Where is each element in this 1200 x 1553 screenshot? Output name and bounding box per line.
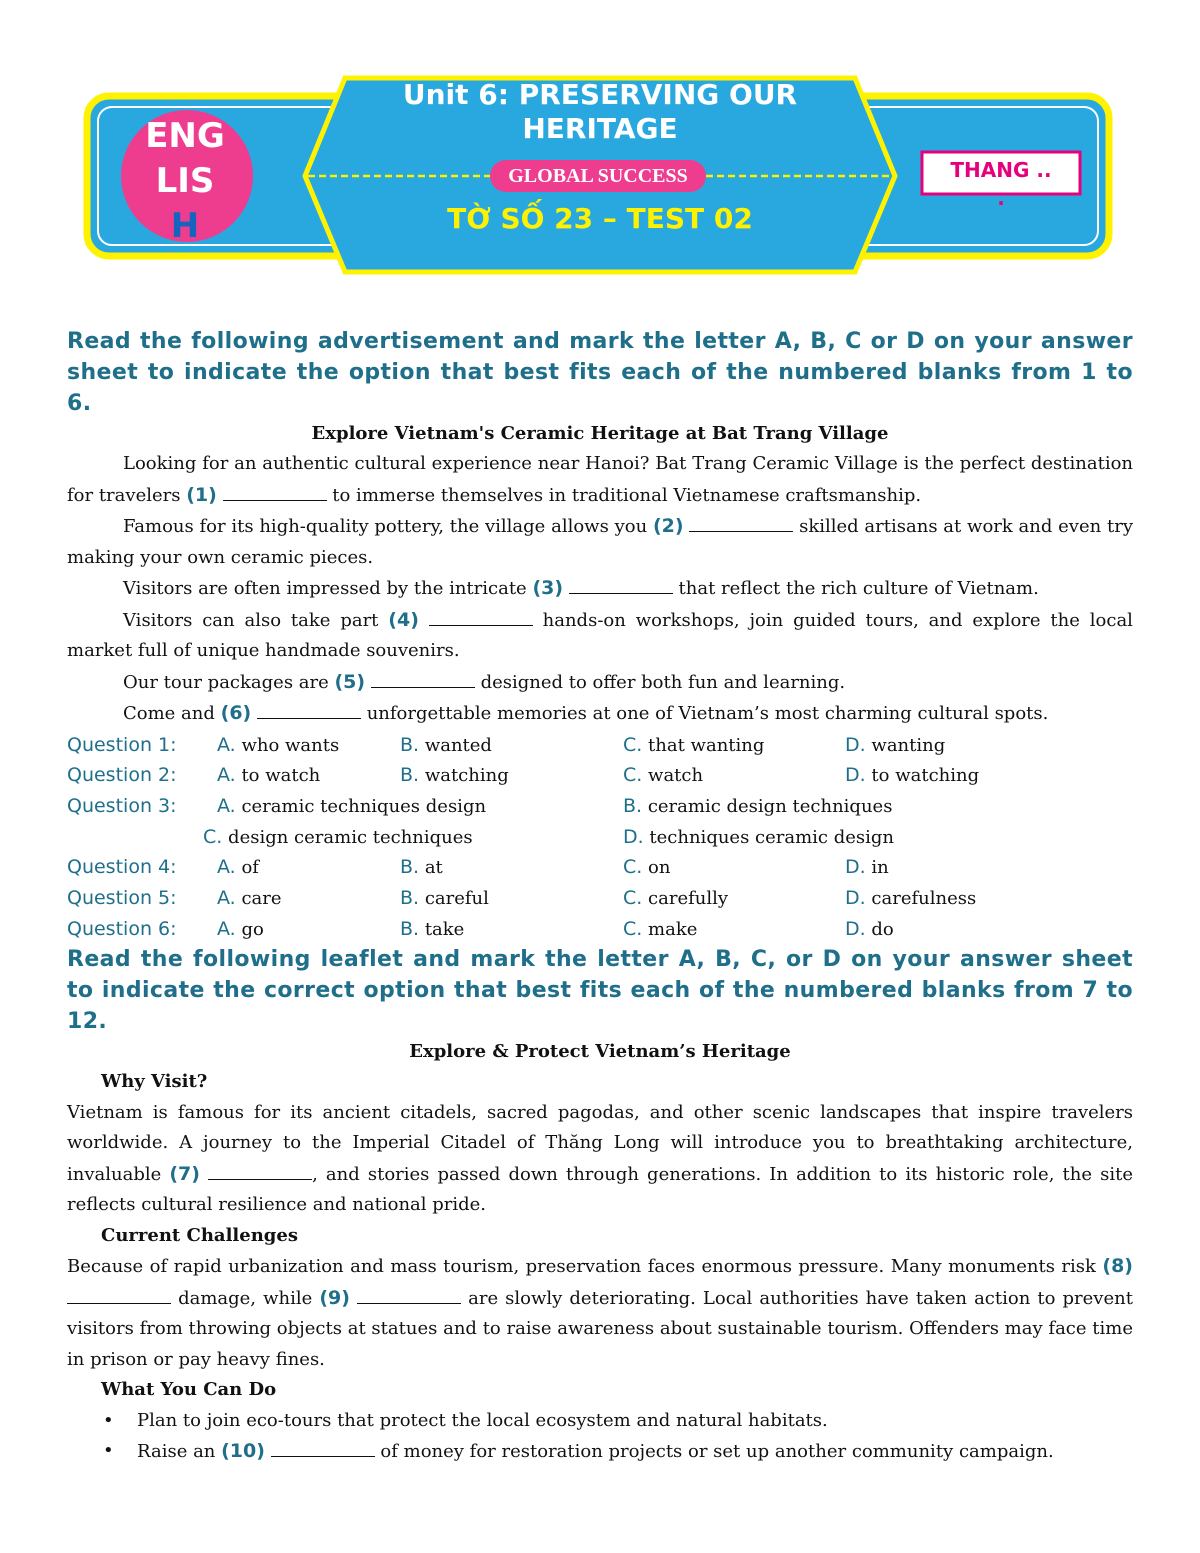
- english-logo: [130, 114, 240, 249]
- bullet-item-2: [67, 1436, 1133, 1468]
- blank-number-2: (2): [652, 515, 684, 537]
- question-row: [67, 760, 1133, 791]
- question-label: Question 2:: [67, 764, 177, 787]
- option-letter: B.: [400, 856, 420, 879]
- blank-9: [357, 1285, 461, 1304]
- option-letter: D.: [845, 733, 866, 756]
- blank-number-3: (3): [532, 577, 564, 599]
- option-d[interactable]: to watching: [871, 765, 980, 787]
- question-row: [67, 852, 1133, 883]
- ad-p5-text-a: Our tour packages are: [123, 671, 329, 693]
- option-letter: C.: [203, 825, 223, 848]
- option-b[interactable]: watching: [424, 765, 509, 787]
- option-c[interactable]: design ceramic techniques: [228, 826, 473, 848]
- challenges-text-a: Because of rapid urbanization and mass tourism, preservation faces enormous pressure. Many monuments risk: [67, 1256, 1096, 1278]
- blank-number-8: (8): [1102, 1255, 1133, 1278]
- bullet-dot: •: [103, 1440, 114, 1462]
- unit-title: [360, 78, 840, 146]
- option-c[interactable]: watch: [648, 765, 704, 787]
- month-label-line1: THANG ..: [950, 158, 1052, 182]
- blank-2: [689, 513, 793, 532]
- question-label: Question 4:: [67, 856, 177, 879]
- option-a[interactable]: to watch: [241, 765, 321, 787]
- ad-p2-text-a: Famous for its high-quality pottery, the village allows you: [123, 516, 648, 537]
- option-letter: B.: [400, 733, 420, 756]
- month-label: [927, 156, 1075, 212]
- option-letter: A.: [217, 764, 236, 787]
- option-a[interactable]: of: [241, 857, 259, 879]
- ad-p1-text-a: Looking for an authentic cultural experience near Hanoi? Bat Trang Ceramic Village is the perfect destination for travelers: [67, 453, 1133, 506]
- option-letter: B.: [400, 764, 420, 787]
- question-label: Question 3:: [67, 794, 177, 817]
- ad-p6-text-b: unforgettable memories at one of Vietnam’s most charming cultural spots.: [366, 703, 1049, 724]
- option-d[interactable]: wanting: [871, 734, 946, 756]
- question-label: Question 6:: [67, 917, 177, 940]
- option-b[interactable]: take: [424, 918, 465, 940]
- option-letter: A.: [217, 917, 236, 940]
- option-c[interactable]: make: [648, 918, 698, 940]
- option-d[interactable]: carefulness: [871, 887, 977, 909]
- option-letter: D.: [845, 856, 866, 879]
- option-letter: C.: [623, 917, 643, 940]
- ad-p3-text-b: that reflect the rich culture of Vietnam.: [678, 578, 1039, 599]
- blank-5: [371, 669, 475, 688]
- what-you-can-do-heading: What You Can Do: [101, 1379, 277, 1401]
- blank-number-6: (6): [220, 702, 252, 724]
- option-d[interactable]: in: [871, 857, 889, 879]
- ad-paragraph-2: [67, 511, 1133, 573]
- option-letter: C.: [623, 886, 643, 909]
- option-letter: D.: [845, 886, 866, 909]
- question-row: [67, 730, 1133, 761]
- ad-p4-text-a: Visitors can also take part: [123, 609, 379, 631]
- option-c[interactable]: on: [648, 857, 671, 879]
- global-success-badge: GLOBAL SUCCESS: [490, 160, 706, 192]
- option-letter: C.: [623, 856, 643, 879]
- option-c[interactable]: carefully: [648, 887, 729, 909]
- option-letter: C.: [623, 733, 643, 756]
- why-text-b: , and stories passed down through generations. In addition to its historic role, the site reflects cultural resilience and national pride.: [67, 1163, 1133, 1216]
- why-visit-paragraph: [67, 1098, 1133, 1221]
- challenges-heading: Current Challenges: [101, 1224, 298, 1246]
- english-logo-line1: ENG: [145, 116, 225, 156]
- month-label-line2: .: [997, 186, 1005, 210]
- question-label: Question 1:: [67, 733, 177, 756]
- bullet-dot: •: [103, 1409, 114, 1431]
- english-logo-line2: LIS: [155, 161, 215, 201]
- option-b[interactable]: ceramic design techniques: [647, 795, 893, 817]
- part2-instruction: Read the following leaflet and mark the letter A, B, C, or D on your answer sheet to indicate the correct option that best fits each of the numbered blanks from 7 to 12.: [67, 947, 1133, 1035]
- why-text-a: Vietnam is famous for its ancient citadels, sacred pagodas, and other scenic landscapes that inspire travelers worldwide. A journey to the Imperial Citadel of Thăng Long will introduce you to breathtaking architecture, invaluable: [67, 1101, 1133, 1185]
- option-d[interactable]: do: [871, 918, 894, 940]
- ad-paragraph-5: [67, 667, 1133, 699]
- unit-title-line2: HERITAGE: [522, 112, 678, 145]
- option-b[interactable]: at: [424, 857, 443, 879]
- option-letter: D.: [845, 917, 866, 940]
- blank-number-5: (5): [334, 670, 366, 693]
- blank-number-1: (1): [186, 483, 217, 506]
- option-b[interactable]: careful: [424, 887, 489, 909]
- question-label: Question 5:: [67, 886, 177, 909]
- option-letter: D.: [845, 764, 866, 787]
- sheet-number: TỜ SỐ 23 – TEST 02: [447, 202, 753, 235]
- bullet-text: Plan to join eco-tours that protect the local ecosystem and natural habitats.: [137, 1409, 828, 1431]
- question-row: [67, 883, 1133, 914]
- blank-number-7: (7): [169, 1162, 200, 1185]
- option-a[interactable]: ceramic techniques design: [241, 795, 487, 817]
- option-letter: A.: [217, 886, 236, 909]
- bullet-text-a: Raise an: [137, 1441, 216, 1463]
- blank-1: [223, 482, 327, 501]
- blank-3: [569, 575, 673, 594]
- option-a[interactable]: who wants: [241, 734, 340, 756]
- option-letter: A.: [217, 856, 236, 879]
- blank-4: [429, 607, 533, 626]
- ad-p6-text-a: Come and: [123, 703, 215, 724]
- blank-number-9: (9): [319, 1286, 350, 1309]
- ad-p1-text-b: to immerse themselves in traditional Vietnamese craftsmanship.: [332, 484, 922, 506]
- header-banner: [0, 0, 1200, 310]
- part2-title: Explore & Protect Vietnam’s Heritage: [409, 1041, 791, 1063]
- why-visit-heading: Why Visit?: [101, 1071, 208, 1093]
- option-a[interactable]: care: [241, 887, 282, 909]
- question-row-continued: [67, 822, 1133, 853]
- option-a[interactable]: go: [241, 918, 264, 940]
- ad-p3-text-a: Visitors are often impressed by the intricate: [123, 578, 527, 599]
- blank-8: [67, 1285, 171, 1304]
- worksheet-content: [67, 326, 1133, 1468]
- ad-paragraph-4: [67, 605, 1133, 667]
- blank-10: [271, 1438, 375, 1457]
- part1-title: Explore Vietnam's Ceramic Heritage at Bat Trang Village: [311, 423, 889, 444]
- option-letter: B.: [623, 794, 643, 817]
- challenges-paragraph: [67, 1251, 1133, 1375]
- unit-title-line1: Unit 6: PRESERVING OUR: [402, 78, 798, 111]
- blank-number-4: (4): [388, 608, 419, 631]
- option-letter: C.: [623, 764, 643, 787]
- ad-paragraph-1: [67, 449, 1133, 511]
- option-letter: B.: [400, 917, 420, 940]
- option-letter: B.: [400, 886, 420, 909]
- part1-instruction: Read the following advertisement and mark the letter A, B, C or D on your answer sheet to indicate the option that best fits each of the numbered blanks from 1 to 6.: [67, 329, 1133, 416]
- question-row: [67, 914, 1133, 945]
- challenges-text-b: damage, while: [178, 1287, 313, 1309]
- question-row: [67, 791, 1133, 822]
- ad-paragraph-6: [67, 698, 1133, 730]
- english-logo-line3: H: [170, 206, 200, 246]
- ad-paragraph-3: [67, 573, 1133, 605]
- option-letter: D.: [623, 825, 644, 848]
- option-b[interactable]: wanted: [424, 734, 492, 756]
- blank-6: [257, 700, 361, 719]
- option-letter: A.: [217, 733, 236, 756]
- bullet-text-b: of money for restoration projects or set up another community campaign.: [380, 1441, 1054, 1463]
- challenges-text-c: are slowly deteriorating. Local authorities have taken action to prevent visitors from throwing objects at statues and to raise awareness about sustainable tourism. Offenders may face time in prison or pay heavy fines.: [67, 1287, 1133, 1370]
- blank-7: [208, 1161, 312, 1180]
- ad-p5-text-b: designed to offer both fun and learning.: [480, 671, 846, 693]
- ad-p2-text-b: skilled artisans at work and even try making your own ceramic pieces.: [67, 516, 1133, 568]
- option-letter: A.: [217, 794, 236, 817]
- option-c[interactable]: that wanting: [648, 734, 765, 756]
- option-d[interactable]: techniques ceramic design: [649, 826, 895, 848]
- ad-p4-text-b: hands-on workshops, join guided tours, and explore the local market full of unique handmade souvenirs.: [67, 609, 1133, 661]
- bullet-item-1: [67, 1406, 1133, 1437]
- blank-number-10: (10): [221, 1440, 265, 1463]
